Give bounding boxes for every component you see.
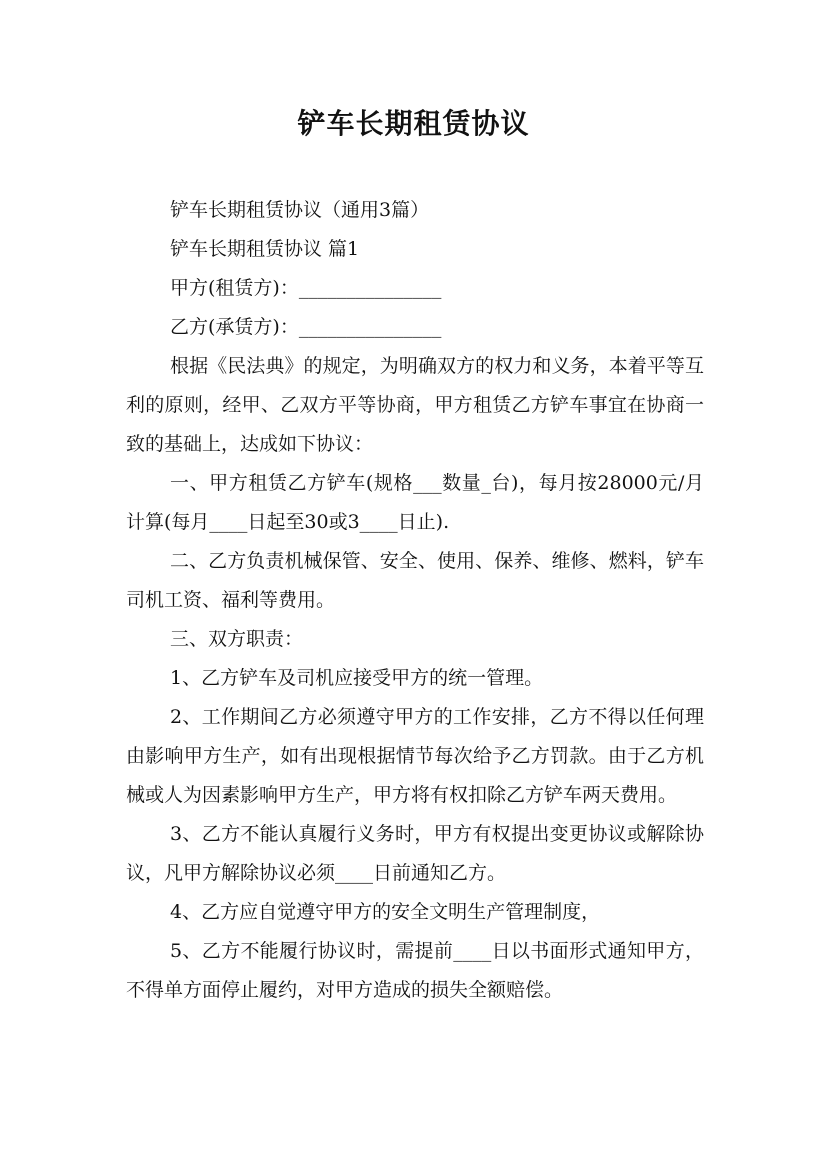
- document-title: 铲车长期租赁协议: [297, 107, 530, 140]
- paragraph-duty-1: 1、乙方铲车及司机应接受甲方的统一管理。: [170, 667, 544, 689]
- paragraph-clause-1: 一、甲方租赁乙方铲车(规格___数量_台)，每月按28000元/月计算(每月____日起至30或3____日止).: [126, 472, 704, 533]
- paragraph-duty-3: 3、乙方不能认真履行义务时，甲方有权提出变更协议或解除协议，凡甲方解除协议必须____日前通知乙方。: [126, 823, 704, 884]
- paragraph-section-heading: 铲车长期租赁协议 篇1: [170, 238, 360, 260]
- paragraph-subtitle: 铲车长期租赁协议（通用3篇）: [170, 199, 430, 221]
- paragraph-preamble: 根据《民法典》的规定，为明确双方的权力和义务，本着平等互利的原则，经甲、乙双方平等协商，甲方租赁乙方铲车事宜在协商一致的基础上，达成如下协议：: [126, 355, 704, 455]
- paragraph-duty-5: 5、乙方不能履行协议时，需提前____日以书面形式通知甲方，不得单方面停止履约，对甲方造成的损失全额赔偿。: [126, 940, 704, 1001]
- paragraph-party-a: 甲方(租赁方)：_______________: [170, 277, 442, 299]
- paragraph-party-b: 乙方(承赁方)：_______________: [170, 316, 442, 338]
- paragraph-clause-2: 二、乙方负责机械保管、安全、使用、保养、维修、燃料，铲车司机工资、福利等费用。: [126, 550, 704, 611]
- paragraph-duty-4: 4、乙方应自觉遵守甲方的安全文明生产管理制度，: [170, 901, 601, 923]
- paragraph-duty-2: 2、工作期间乙方必须遵守甲方的工作安排，乙方不得以任何理由影响甲方生产，如有出现根据情节每次给予乙方罚款。由于乙方机械或人为因素影响甲方生产，甲方将有权扣除乙方铲车两天费用。: [126, 706, 704, 806]
- paragraph-clause-3-heading: 三、双方职责：: [170, 628, 304, 650]
- document-body: [126, 191, 704, 1010]
